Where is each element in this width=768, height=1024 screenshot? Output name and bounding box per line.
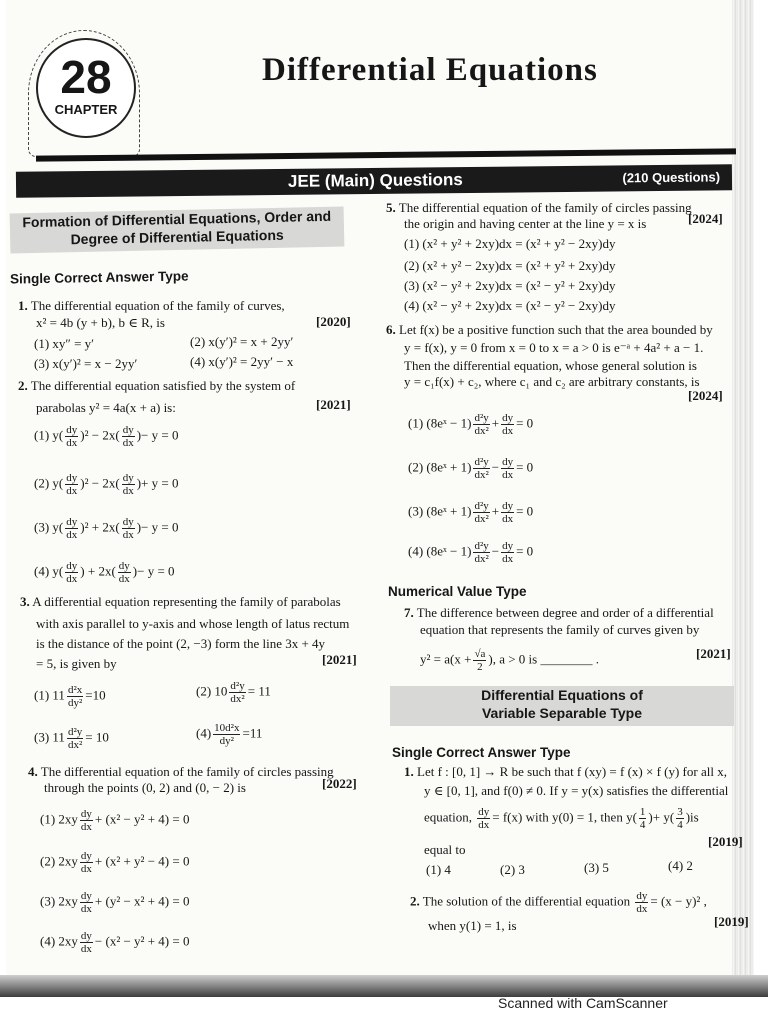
section2-question-1-cont: equation, $\frac{dy}{dx}$ = f(x) with y(0) = 1, then y( $\frac{1}{4}$ )+ y( $\frac{3}{4}$ )is	[424, 806, 699, 831]
question-7-cont: equation that represents the family of curves given by	[420, 622, 700, 637]
scanner-watermark: Scanned with CamScanner	[498, 995, 668, 1011]
scan-shadow	[0, 975, 768, 997]
section-heading-line: Degree of Differential Equations	[70, 226, 284, 248]
option-1: (1) 11 $\frac{\text{d²x}}{\text{dy²}}$ =10	[34, 684, 106, 709]
year-tag: [2022]	[322, 776, 357, 791]
section-heading-variable-separable	[390, 686, 734, 726]
question-3-cont: with axis parallel to y-axis and whose length of latus rectum	[36, 616, 350, 631]
book-page	[6, 0, 754, 996]
option-2: (2) 3	[500, 862, 525, 877]
question-4: 4. The differential equation of the family of circles passing	[28, 764, 334, 779]
option-3: (3) 5	[584, 860, 609, 875]
year-tag: [2020]	[316, 314, 351, 329]
section2-question-2-cont: when y(1) = 1, is	[428, 918, 517, 933]
option-2: (2) x(y′)² = x + 2yy′	[190, 334, 294, 349]
year-tag: [2024]	[688, 388, 723, 403]
year-tag: [2019]	[714, 914, 749, 929]
question-2-cont: parabolas y² = 4a(x + a) is:	[36, 400, 176, 415]
option-3: (3) x(y′)² = x − 2yy′	[34, 356, 138, 371]
option-2: (2) 10 $\frac{\text{d²y}}{\text{dx²}}$ = 11	[196, 680, 271, 705]
question-7-equation: y² = a(x + $\frac{√a}{2}$ ), a > 0 is ________ .	[420, 648, 599, 673]
banner-count: (210 Questions)	[622, 169, 721, 186]
question-4-cont: through the points (0, 2) and (0, − 2) is	[44, 780, 246, 795]
question-text: The differential equation of the family of curves,	[30, 298, 285, 313]
option-1: (1) (x² + y² + 2xy)dx = (x² + y² − 2xy)dy	[404, 236, 616, 251]
question-1-cont: x² = 4b (y + b), b ∈ R, is	[36, 315, 165, 330]
option-2: (2) (8eˣ + 1) $\frac{\text{d²y}}{\text{dx²}}$ − $\frac{dy}{dx}$ = 0	[408, 456, 534, 481]
answer-type-heading: Single Correct Answer Type	[9, 268, 189, 287]
year-tag: [2021]	[322, 652, 357, 667]
option-2: (2) y( $\frac{dy}{dx}$ )² − 2x( $\frac{dy}{dx}$ )+ y = 0	[34, 472, 179, 497]
option-1: (1) y( $\frac{dy}{dx}$ )² − 2x( $\frac{dy}{dx}$ )− y = 0	[34, 424, 179, 449]
numerical-heading: Numerical Value Type	[388, 584, 527, 599]
chapter-badge	[36, 38, 136, 138]
question-3-cont: is the distance of the point (2, −3) form the line 3x + 4y	[36, 636, 326, 651]
option-1: (1) 4	[426, 862, 451, 877]
option-1: (1) xy″ = y′	[34, 336, 94, 351]
section2-question-1: 1. Let f : [0, 1] → R be such that f (xy) = f (x) × f (y) for all x,	[404, 764, 727, 779]
option-4: (4) x(y′)² = 2yy′ − x	[190, 354, 294, 369]
question-3: 3. A differential equation representing the family of parabolas	[20, 594, 341, 609]
title-rule	[36, 148, 736, 161]
option-4: (4) 2xy $\frac{dy}{dx}$ − (x² − y² + 4) = 0	[40, 930, 190, 955]
section-heading-line: Formation of Differential Equations, Order and	[22, 207, 332, 231]
section2-question-1-cont: equal to	[424, 842, 466, 857]
option-4: (4) (8eˣ − 1) $\frac{\text{d²y}}{\text{dx²}}$ − $\frac{dy}{dx}$ = 0	[408, 540, 534, 565]
question-5-cont: the origin and having center at the line y = x is	[404, 216, 647, 231]
option-2: (2) (x² + y² − 2xy)dx = (x² + y² + 2xy)dy	[404, 258, 616, 273]
year-tag: [2021]	[696, 646, 731, 661]
question-3-cont: = 5, is given by	[36, 656, 117, 671]
option-2: (2) 2xy $\frac{dy}{dx}$ + (x² + y² − 4) = 0	[40, 850, 190, 875]
section-heading-line: Differential Equations of	[481, 687, 643, 703]
section2-question-1-cont: y ∈ [0, 1], and f(0) ≠ 0. If y = y(x) satisfies the differential	[424, 783, 729, 798]
section2-question-2: 2. The solution of the differential equation $\frac{dy}{dx}$ = (x − y)² ,	[410, 890, 707, 915]
question-2: 2. The differential equation satisfied by the system of	[18, 378, 296, 393]
section-heading-line: Variable Separable Type	[481, 705, 643, 721]
question-5: 5. The differential equation of the family of circles passing	[386, 200, 692, 215]
option-3: (3) 11 $\frac{\text{d²y}}{\text{dx²}}$ = 10	[34, 726, 109, 751]
banner-title: JEE (Main) Questions	[287, 170, 463, 191]
question-6-cont: y = f(x), y = 0 from x = 0 to x = a > 0 is e⁻ᵃ + 4a² + a − 1.	[404, 340, 704, 355]
question-1: 1. The differential equation of the family of curves,	[18, 298, 285, 313]
option-1: (1) (8eˣ − 1) $\frac{\text{d²y}}{\text{dx²}}$ + $\frac{dy}{dx}$ = 0	[408, 412, 534, 437]
option-3: (3) (8eˣ + 1) $\frac{\text{d²y}}{\text{dx²}}$ + $\frac{dy}{dx}$ = 0	[408, 500, 534, 525]
question-7: 7. The difference between degree and order of a differential	[404, 605, 714, 620]
year-tag: [2021]	[316, 397, 351, 412]
option-3: (3) 2xy $\frac{dy}{dx}$ + (y² − x² + 4) = 0	[40, 890, 190, 915]
option-4: (4) 2	[668, 858, 693, 873]
question-6-cont: Then the differential equation, whose general solution is	[404, 358, 697, 373]
chapter-label: CHAPTER	[54, 102, 118, 117]
year-tag: [2019]	[708, 834, 743, 849]
option-1: (1) 2xy $\frac{dy}{dx}$ + (x² − y² + 4) = 0	[40, 808, 190, 833]
section-heading-formation	[10, 207, 345, 254]
option-3: (3) y( $\frac{dy}{dx}$ )² + 2x( $\frac{dy}{dx}$ )− y = 0	[34, 516, 179, 541]
jee-banner	[16, 164, 732, 197]
chapter-number: 28	[60, 51, 112, 103]
question-6-cont: y = c₁f(x) + c₂, where c₁ and c₂ are arbitrary constants, is	[404, 374, 700, 389]
question-6: 6. Let f(x) be a positive function such that the area bounded by	[386, 322, 713, 337]
option-4: (4) y( $\frac{dy}{dx}$ ) + 2x( $\frac{dy}{dx}$ )− y = 0	[34, 560, 175, 585]
option-3: (3) (x² − y² + 2xy)dx = (x² − y² + 2xy)dy	[404, 278, 616, 293]
chapter-title: Differential Equations	[262, 52, 598, 88]
option-4: (4) $\frac{\text{10d²x}}{\text{dy²}}$ =11	[196, 722, 263, 747]
year-tag: [2024]	[688, 211, 723, 226]
option-4: (4) (x² − y² + 2xy)dx = (x² − y² − 2xy)dy	[404, 298, 616, 313]
answer-type-heading: Single Correct Answer Type	[392, 745, 571, 760]
